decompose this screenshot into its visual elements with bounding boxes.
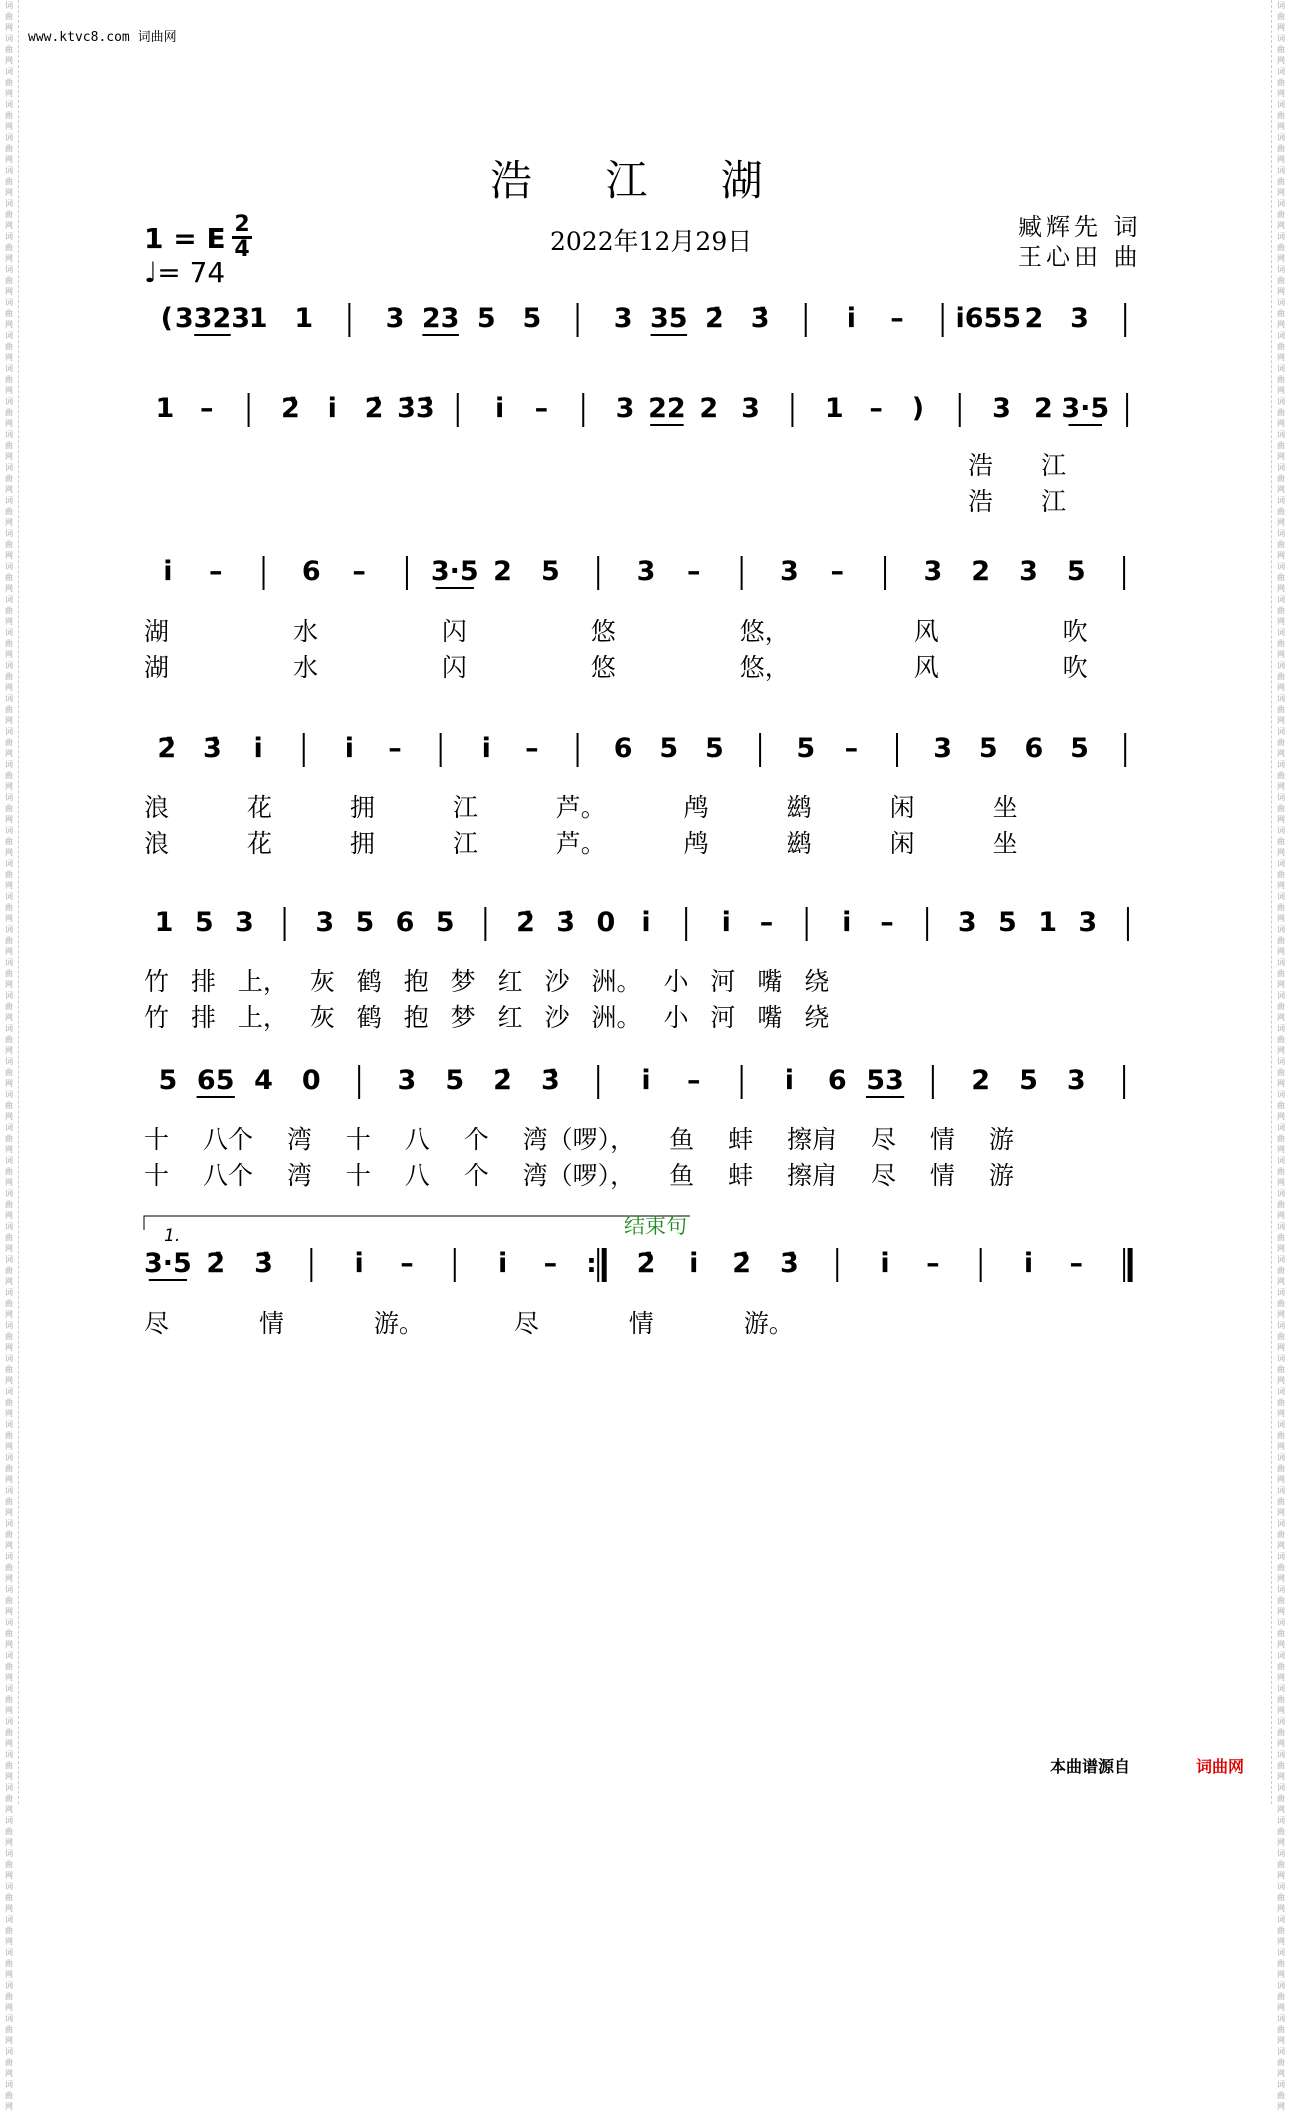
lyrics-row: 浪 花 拥 江 芦。 鸬 鹚 闲 坐 [144,829,1018,858]
note: 2̇ [206,1248,226,1279]
lyrics-row: 十 八个 湾 十 八 个 湾（啰）， 鱼 蚌 擦肩 尽 情 游 [144,1161,1014,1190]
note: i [641,1065,651,1096]
note: 3 [636,556,656,587]
note: 6 [827,1065,847,1096]
note: 3·5 [1061,393,1110,424]
site-watermark: www.ktvc8.com 词曲网 [28,30,177,45]
date-line: 2022年12月29日 [550,227,753,256]
note: – [830,556,844,587]
note: 6 [395,907,415,938]
note: – [880,907,894,938]
note: i [344,733,354,764]
note: 3 [385,303,405,334]
note: 5 [1070,733,1089,764]
note: 6 [613,733,633,764]
repeat-dots: : [586,1249,597,1279]
note: 3̇ [203,733,222,764]
note: 5 [194,907,214,938]
note: – [687,1065,701,1096]
notation-row [156,393,1128,427]
note: – [890,303,904,334]
key-signature: 1 = E [144,222,226,255]
note: 3 [1019,556,1038,587]
note: i [880,1248,890,1279]
note: – [525,733,539,764]
lyricist: 臧辉先 词 [1018,213,1142,241]
note: 35 [650,303,688,334]
note: 2̇ [364,393,384,424]
notation-row [163,556,1124,590]
note: 6 [1024,733,1044,764]
note: 65 [196,1065,235,1096]
note: i [641,907,651,938]
note: 3̇3̇ [397,393,435,424]
note: – [687,556,701,587]
tempo-marking: ♩= 74 [144,256,226,289]
note: 53 [866,1065,904,1096]
note: 2̇ [157,733,177,764]
note: i655 [955,303,1022,334]
lyrics-row: 浪 花 拥 江 芦。 鸬 鹚 闲 坐 [144,793,1018,822]
note: 2̇ [516,907,535,938]
note: 2̇ [732,1248,752,1279]
note: i [354,1248,364,1279]
volta-number: 1. [164,1226,181,1246]
time-signature: 2 4 [232,214,252,261]
footer-site-link[interactable]: 词曲网 [1196,1757,1245,1776]
notation-row [161,303,1126,337]
note: 2̇ [493,1065,512,1096]
note: 5 [998,907,1017,938]
notation-row [155,907,1128,941]
note: 5 [705,733,724,764]
note: 3·5 [430,556,479,587]
note: 5 [435,907,455,938]
note: 6 [301,556,321,587]
ending-label: 结束句 [624,1214,687,1238]
note: i [163,556,173,587]
note: 0 [301,1065,321,1096]
quarter-note-icon: ♩ [144,256,158,289]
note: 3̇ [254,1248,273,1279]
note: 2̇ [705,303,724,334]
note: 3 [1066,1065,1086,1096]
note: – [352,556,366,587]
note: 5 [1019,1065,1038,1096]
note: 5 [445,1065,465,1096]
lyrics-row: 竹 排 上， 灰 鹤 抱 梦 红 沙 洲。 小 河 嘴 绕 [144,1003,830,1032]
notation-row [157,733,1125,767]
note: 3 [1078,907,1098,938]
note: 22 [648,393,686,424]
lyrics-row: 竹 排 上， 灰 鹤 抱 梦 红 沙 洲。 小 河 嘴 绕 [144,967,830,996]
note: 3 [780,556,799,587]
note: 3 [957,907,977,938]
composer: 王心田 曲 [1018,243,1142,271]
note: i [721,907,731,938]
note: 5 [476,303,496,334]
note: 3 [933,733,953,764]
note: – [534,393,549,424]
note: 1 [824,393,844,424]
note: 3 [615,393,635,424]
note: i [784,1065,795,1096]
note: 3̇ [780,1248,799,1279]
note: 3̇ [556,907,576,938]
note: – [200,393,214,424]
note: ) [911,393,925,424]
note: 5 [540,556,560,587]
note: 2 [1034,393,1053,424]
note: 3 [923,556,943,587]
note: 2̇ [636,1248,656,1279]
note: i [842,907,852,938]
note: – [543,1248,558,1279]
note: – [759,907,774,938]
note: 3323 [174,303,251,334]
note: 3·5 [143,1248,192,1279]
note: 3 [235,907,254,938]
lyrics-row: 十 八个 湾 十 八 个 湾（啰）， 鱼 蚌 擦肩 尽 情 游 [144,1125,1014,1154]
note: – [1069,1248,1084,1279]
note: i [497,1248,508,1279]
note: 4 [254,1065,273,1096]
note: 23 [421,303,460,334]
note: – [388,733,402,764]
lyrics-row: 尽 情 游。 尽 情 游。 [144,1309,794,1338]
note: i [253,733,263,764]
note: 1 [294,303,314,334]
lyrics-row: 湖 水 闪 悠 悠， 风 吹 [144,653,1088,682]
note: – [926,1248,940,1279]
note: – [869,393,883,424]
note: 3 [741,393,760,424]
note: 5 [158,1065,178,1096]
note: i [494,393,505,424]
note: 5 [522,303,542,334]
side-watermark-left: 词曲网 词曲网 词曲网 词曲网 词曲网 词曲网 词曲网 词曲网 词曲网 词曲网 词曲网 词曲网 词曲网 词曲网 词曲网 词曲网 词曲网 词曲网 词曲网 词曲网 词曲网 词曲网 词曲网 词曲网 词曲网 词曲网 词曲网 词曲网 词曲网 词曲网 词曲网 词曲网 词曲网 词曲网 词曲网 词曲网 词曲网 词曲网 词曲网 词曲网 词曲网 词曲网 词曲网 词曲网 词曲网 词曲网 词曲网 词曲网 词曲网 词曲网 词曲网 词曲网 词曲网 词曲网 词曲网 词曲网 词曲网 词曲网 词曲网 词曲网 词曲网 词曲网 词曲网 词曲网 [5,1,13,2111]
note: – [844,733,859,764]
note: i [689,1248,699,1279]
note: 5 [796,733,816,764]
note: 2 [699,393,719,424]
note: 0 [596,907,616,938]
note: 2̇ [281,393,300,424]
note: i [846,303,856,334]
note: 3 [1070,303,1089,334]
note: 3 [397,1065,417,1096]
note: 3 [315,907,335,938]
note: i [481,733,491,764]
note: 1 [1038,907,1057,938]
note: 5 [355,907,375,938]
lyrics-row: 浩 江 [968,451,1066,480]
note: 2 [493,556,512,587]
note: 3̇ [540,1065,560,1096]
note: 1 [155,393,175,424]
footer-source: 本曲谱源自 [1050,1757,1131,1776]
notation-row [159,1065,1125,1099]
lyrics-row: 湖 水 闪 悠 悠， 风 吹 [144,617,1088,646]
note: 1 [154,907,174,938]
note: 2 [1024,303,1044,334]
side-watermark-right: 词曲网 词曲网 词曲网 词曲网 词曲网 词曲网 词曲网 词曲网 词曲网 词曲网 词曲网 词曲网 词曲网 词曲网 词曲网 词曲网 词曲网 词曲网 词曲网 词曲网 词曲网 词曲网 词曲网 词曲网 词曲网 词曲网 词曲网 词曲网 词曲网 词曲网 词曲网 词曲网 词曲网 词曲网 词曲网 词曲网 词曲网 词曲网 词曲网 词曲网 词曲网 词曲网 词曲网 词曲网 词曲网 词曲网 词曲网 词曲网 词曲网 词曲网 词曲网 词曲网 词曲网 词曲网 词曲网 词曲网 词曲网 词曲网 词曲网 词曲网 词曲网 词曲网 词曲网 词曲网 [1277,1,1285,2111]
note: 2 [971,1065,991,1096]
lyrics-row: 浩 江 [968,487,1066,516]
note: 3̇ [750,303,770,334]
note: i [327,393,337,424]
note: – [400,1248,414,1279]
note: 3 [992,393,1011,424]
note: 1 [248,303,268,334]
note: 3 [613,303,633,334]
volta-bracket [144,1216,690,1230]
note: – [208,556,223,587]
song-title: 浩 江 湖 [490,156,793,205]
note: ( [160,303,173,334]
note: i [1023,1248,1034,1279]
note: 5 [659,733,679,764]
note: 2 [971,556,991,587]
note: 5 [1066,556,1086,587]
note: 5 [978,733,998,764]
